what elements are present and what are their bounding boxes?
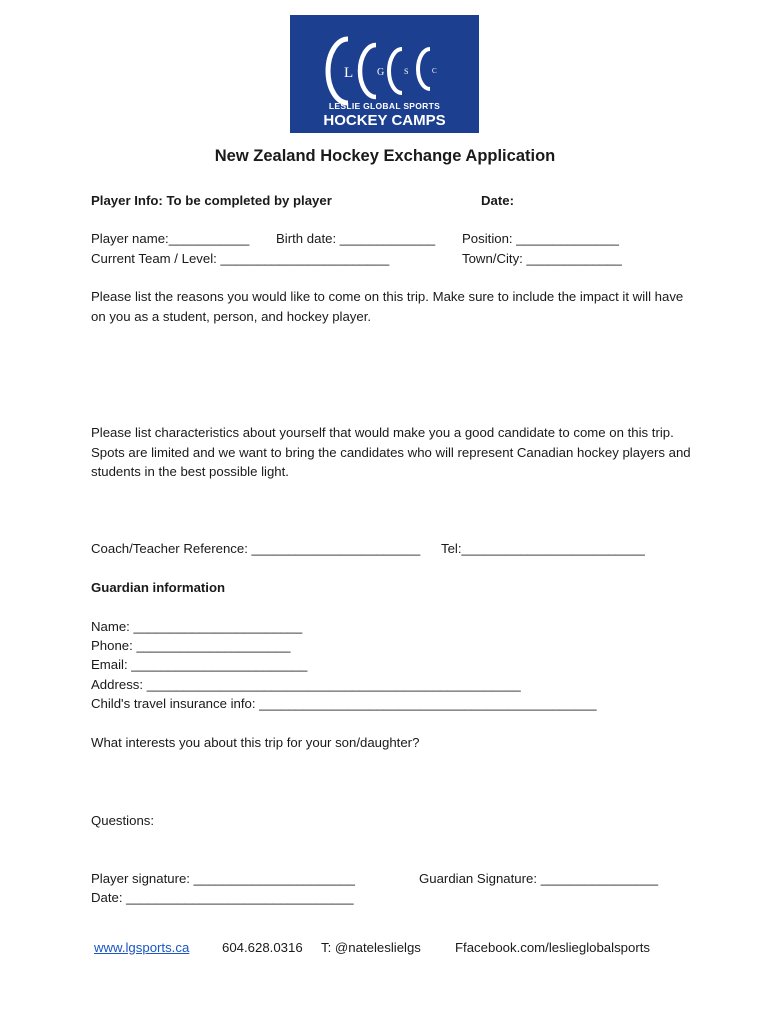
footer-phone: 604.628.0316 [222,940,303,955]
player-info-heading: Player Info: To be completed by player [91,193,332,208]
lgs-logo [290,15,479,133]
characteristics-answer-area[interactable] [91,485,691,535]
position-field[interactable]: Position: ______________ [462,231,619,246]
logo-letter-l: L [344,65,354,81]
footer-facebook: Ffacebook.com/leslieglobalsports [455,940,650,955]
signature-date-field[interactable]: Date: _______________________________ [91,890,354,905]
logo-arc-2 [360,45,376,97]
coach-reference-field[interactable]: Coach/Teacher Reference: _______________________ [91,541,421,556]
logo-arc-3 [389,49,402,93]
logo-letter-s: S [404,67,409,76]
reasons-prompt: Please list the reasons you would like to come on this trip. Make sure to include the impact it will have on you as a student, person, and hockey player. [91,289,684,324]
guardian-phone-field[interactable]: Phone: _____________________ [91,638,291,653]
coach-tel-field[interactable]: Tel:_________________________ [441,541,645,556]
guardian-name-field[interactable]: Name: _______________________ [91,619,303,634]
date-heading: Date: [481,193,514,208]
guardian-address-field[interactable]: Address: ___________________________________________________ [91,677,521,692]
lgs-logo-graphic [290,15,479,133]
guardian-email-field[interactable]: Email: ________________________ [91,657,308,672]
travel-insurance-field[interactable]: Child's travel insurance info: ______________________________________________ [91,696,597,711]
characteristics-prompt: Please list characteristics about yourself that would make you a good candidate to come on this trip. Spots are limited and we want to bring the candidates who will represent Canadian hockey players and students in the best possible light. [91,425,691,479]
page-title: New Zealand Hockey Exchange Application [214,147,556,165]
town-city-field[interactable]: Town/City: _____________ [462,251,622,266]
interests-answer-area[interactable] [91,755,691,805]
logo-letter-g: G [377,67,385,78]
player-signature-field[interactable]: Player signature: ______________________ [91,871,355,886]
logo-line2: HOCKEY CAMPS [323,112,446,129]
footer-twitter: T: @nateleslielgs [321,940,421,955]
logo-arc-4 [418,49,430,89]
questions-label: Questions: [91,813,155,828]
logo-letter-c: C [432,67,437,75]
website-link[interactable]: www.lgsports.ca [94,940,190,955]
current-team-field[interactable]: Current Team / Level: _______________________ [91,251,390,266]
guardian-heading: Guardian information [91,580,226,595]
logo-line1: LESLIE GLOBAL SPORTS [328,101,441,111]
birth-date-field[interactable]: Birth date: _____________ [276,231,436,246]
guardian-signature-field[interactable]: Guardian Signature: ________________ [419,871,659,886]
player-name-field[interactable]: Player name:___________ [91,231,250,246]
reasons-answer-area[interactable] [91,330,691,420]
interests-prompt: What interests you about this trip for your son/daughter? [91,735,420,750]
